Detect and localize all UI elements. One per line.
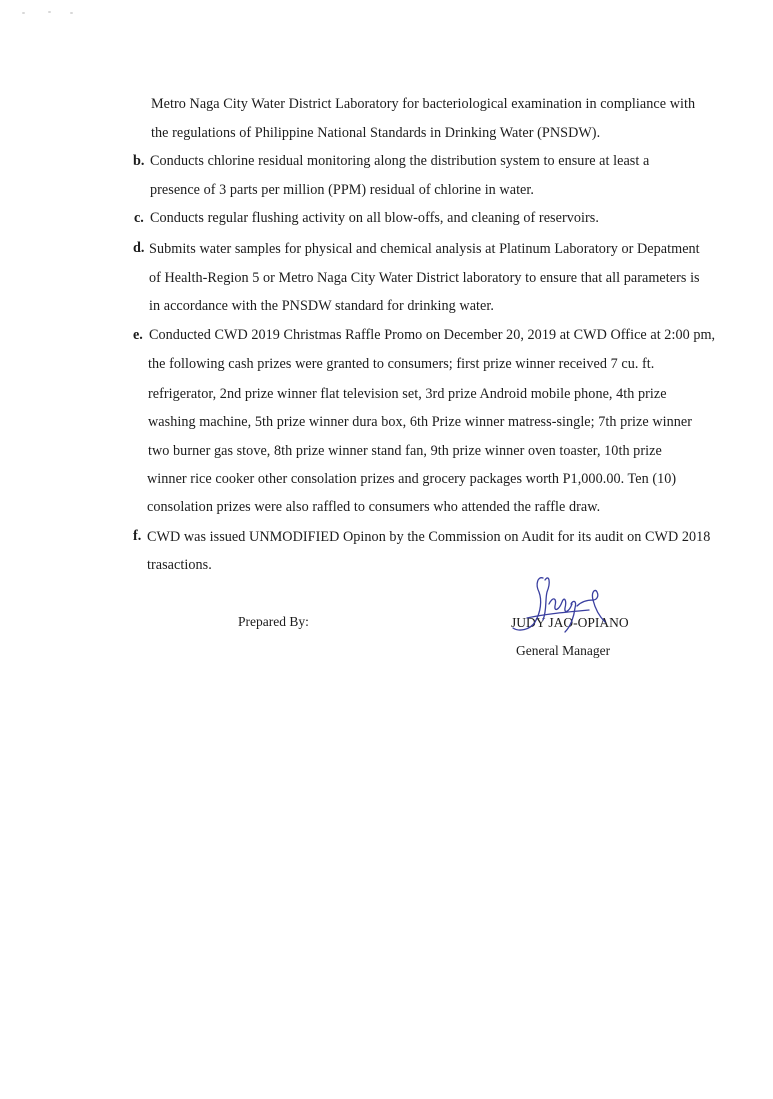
prepared-by-label: Prepared By: [238, 614, 309, 629]
signatory-name: JUDY JAO-OPIANO [511, 615, 629, 630]
item-line: presence of 3 parts per million (PPM) residual of chlorine in water. [150, 182, 534, 198]
item-letter: e. [133, 327, 143, 343]
item-line: winner rice cooker other consolation prizes and grocery packages worth P1,000.00. Ten (10) [147, 471, 677, 487]
item-line: two burner gas stove, 8th prize winner stand fan, 9th prize winner oven toaster, 10th prize [148, 443, 662, 459]
item-line: CWD was issued UNMODIFIED Opinon by the Commission on Audit for its audit on CWD 2018 [147, 529, 711, 545]
item-line: Submits water samples for physical and chemical analysis at Platinum Laboratory or Depatment [149, 241, 700, 257]
scan-speck [22, 12, 25, 14]
item-line: refrigerator, 2nd prize winner flat television set, 3rd prize Android mobile phone, 4th prize [148, 386, 667, 402]
item-line: trasactions. [147, 557, 212, 573]
item-line: Conducts chlorine residual monitoring along the distribution system to ensure at least a [150, 153, 650, 169]
item-line: washing machine, 5th prize winner dura box, 6th Prize winner matress-single; 7th prize winner [148, 414, 693, 430]
handwritten-signature [505, 570, 615, 642]
scan-speck [70, 12, 73, 14]
signatory-title: General Manager [516, 643, 611, 658]
item-line: of Health-Region 5 or Metro Naga City Water District laboratory to ensure that all parameters is [149, 270, 700, 286]
item-line: Conducts regular flushing activity on all blow-offs, and cleaning of reservoirs. [150, 210, 599, 226]
item-letter: f. [133, 528, 142, 544]
item-line: consolation prizes were also raffled to consumers who attended the raffle draw. [147, 499, 601, 515]
item-letter: c. [134, 210, 144, 226]
item-line: in accordance with the PNSDW standard for drinking water. [149, 298, 494, 314]
continuation-line: the regulations of Philippine National Standards in Drinking Water (PNSDW). [151, 125, 601, 141]
continuation-line: Metro Naga City Water District Laboratory for bacteriological examination in compliance with [151, 96, 696, 112]
item-line: Conducted CWD 2019 Christmas Raffle Promo on December 20, 2019 at CWD Office at 2:00 pm, [149, 327, 716, 343]
item-line: the following cash prizes were granted to consumers; first prize winner received 7 cu. ft. [148, 356, 655, 372]
item-letter: d. [133, 240, 145, 256]
item-letter: b. [133, 153, 145, 169]
scan-speck [48, 11, 51, 13]
